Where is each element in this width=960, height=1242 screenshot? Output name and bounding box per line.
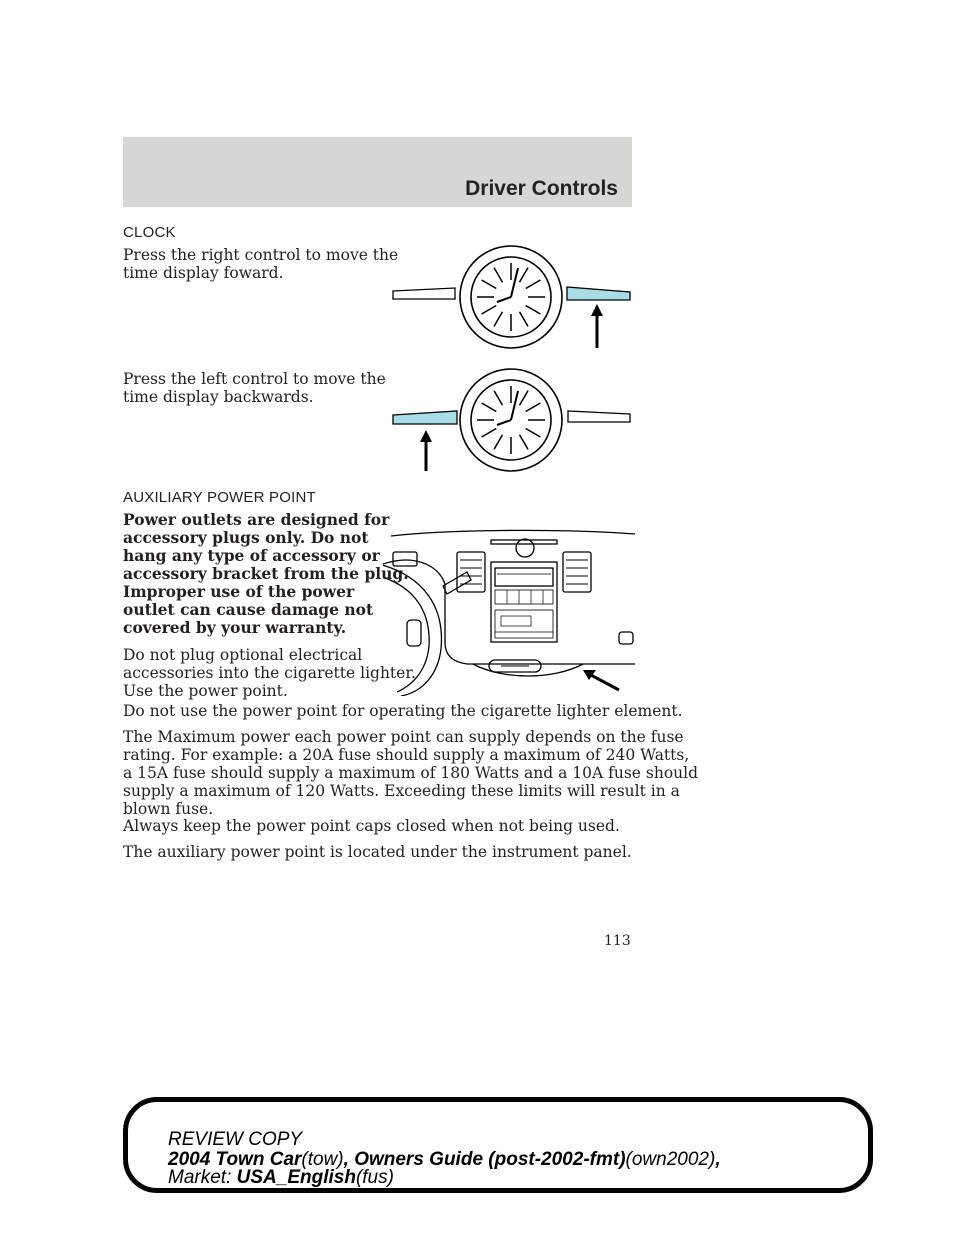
guide-name: Owners Guide (post-2002-fmt) [354, 1149, 626, 1170]
text-line: accessory plugs only. Do not [123, 528, 369, 547]
model-name: 2004 Town Car [168, 1149, 302, 1170]
clock-backward-text [123, 370, 386, 406]
review-footer [123, 1097, 873, 1193]
model-code: (tow) [301, 1149, 344, 1170]
clock-heading: CLOCK [123, 224, 176, 241]
text-line: Do not plug optional electrical [123, 646, 363, 664]
text-line: outlet can cause damage not [123, 600, 374, 619]
section-title: Driver Controls [465, 177, 618, 200]
header-band [123, 137, 632, 207]
text-line: Power outlets are designed for [123, 510, 390, 529]
text-line: supply a maximum of 120 Watts. Exceeding these limits will result in a [123, 782, 680, 800]
clock-forward-text [123, 246, 398, 282]
aux-paragraph-2 [123, 728, 698, 818]
page-number: 113 [604, 933, 631, 949]
text-line: accessory bracket from the plug. [123, 564, 409, 583]
text-line: The Maximum power each power point can supply depends on the fuse [123, 728, 684, 746]
text-line: Press the right control to move the [123, 246, 399, 264]
text-line: accessories into the cigarette lighter. [123, 664, 416, 682]
market-code: (fus) [355, 1167, 394, 1188]
review-copy-label: REVIEW COPY [168, 1129, 303, 1150]
separator: , [343, 1149, 355, 1170]
footer-market-line [168, 1168, 394, 1188]
text-line: Improper use of the power [123, 582, 355, 601]
text-line: time display foward. [123, 264, 284, 282]
aux-warning [123, 511, 409, 637]
text-line: Use the power point. [123, 682, 288, 700]
aux-paragraph-1: Do not use the power point for operating the cigarette lighter element. [123, 702, 683, 720]
guide-code: (own2002) [625, 1149, 716, 1170]
text-line: rating. For example: a 20A fuse should supply a maximum of 240 Watts, [123, 746, 690, 764]
aux-note [123, 646, 416, 700]
line-end: , [715, 1149, 721, 1170]
aux-paragraph-3: Always keep the power point caps closed when not being used. [123, 817, 620, 835]
text-line: blown fuse. [123, 800, 214, 818]
aux-paragraph-4: The auxiliary power point is located under the instrument panel. [123, 843, 632, 861]
clock-forward-figure [385, 236, 635, 353]
market-label: Market: [168, 1167, 232, 1188]
market-value: USA_English [236, 1167, 356, 1188]
instrument-panel-figure [383, 524, 635, 696]
clock-backward-figure [385, 364, 635, 476]
aux-heading: AUXILIARY POWER POINT [123, 489, 316, 506]
text-line: covered by your warranty. [123, 618, 347, 637]
text-line: hang any type of accessory or [123, 546, 380, 565]
text-line: a 15A fuse should supply a maximum of 180 Watts and a 10A fuse should [123, 764, 699, 782]
text-line: time display backwards. [123, 388, 314, 406]
text-line: Press the left control to move the [123, 370, 386, 388]
